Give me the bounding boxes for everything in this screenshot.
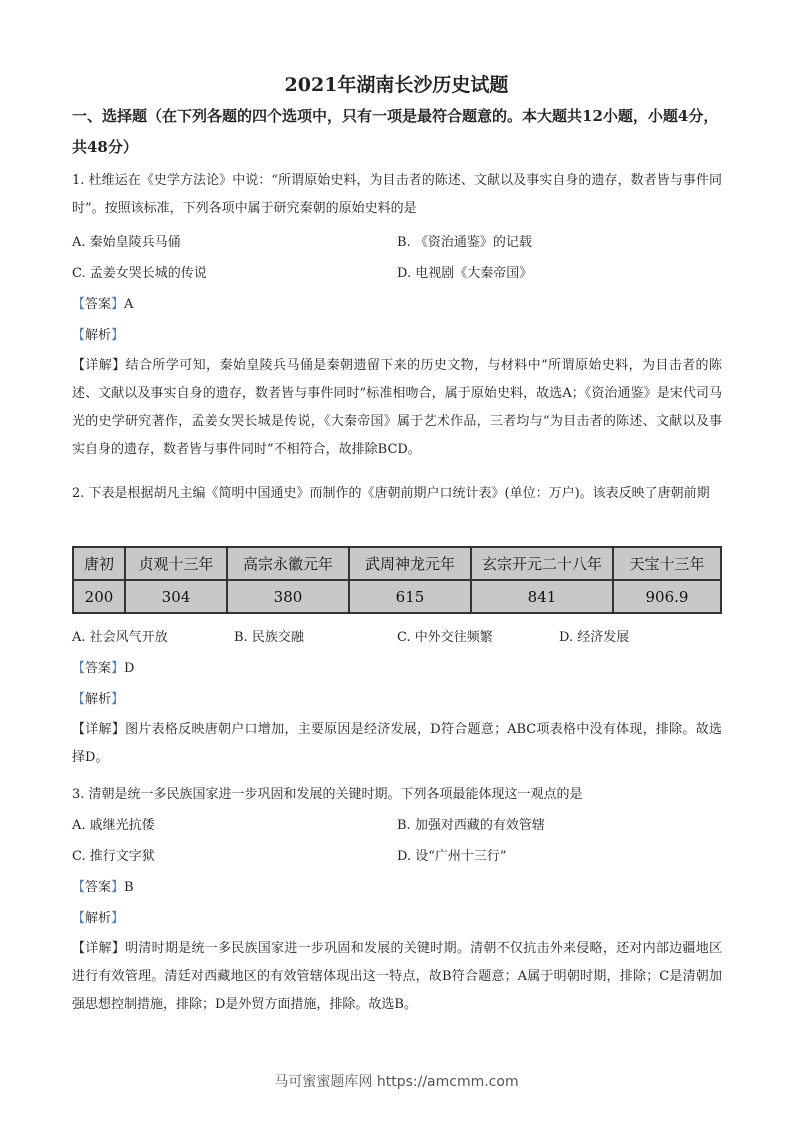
site-footer: 马可蜜蜜题库网 https://amcmm.com bbox=[274, 1074, 519, 1090]
q2-analysis-tag: 【解析】 bbox=[72, 692, 125, 707]
q1-option-a: A. 秦始皇陵兵马俑 bbox=[72, 235, 181, 250]
q3-answer-value: B bbox=[124, 880, 134, 895]
q2-option-b: B. 民族交融 bbox=[234, 630, 304, 645]
q3-option-a: A. 戚继光抗倭 bbox=[72, 818, 155, 833]
q3-answer: 【答案】B bbox=[72, 880, 134, 895]
q2-option-d: D. 经济发展 bbox=[559, 630, 630, 645]
table-cell: 380 bbox=[227, 580, 349, 613]
q1-answer-value: A bbox=[124, 297, 134, 312]
table-cell: 唐初 bbox=[73, 547, 125, 580]
table-cell: 615 bbox=[349, 580, 471, 613]
section-heading: 一、选择题（在下列各题的四个选项中，只有一项是最符合题意的。本大题共12小题，小题4分，共48分） bbox=[72, 107, 719, 156]
q1-detail-text: 结合所学可知，秦始皇陵兵马俑是秦朝遗留下来的历史文物，与材料中“所谓原始史料，为目击者的陈述、文献以及事实自身的遗存，数者皆与事件同时”标准相吻合，属于原始史料，故选A；《资治通鉴》是宋代司马光的史学研究著作，孟姜女哭长城是传说，《大秦帝国》属于艺术作品，三者均与“为目击者的陈述、文献以及事实自身的遗存，数者皆与事件同时”不相符合，故排除BCD。 bbox=[72, 358, 722, 457]
q1-option-c: C. 孟姜女哭长城的传说 bbox=[72, 266, 207, 281]
q3-stem: 3. 清朝是统一多民族国家进一步巩固和发展的关键时期。下列各项最能体现这一观点的是 bbox=[72, 787, 583, 802]
q1-analysis-tag: 【解析】 bbox=[72, 328, 125, 343]
q2-stem: 2. 下表是根据胡凡主编《简明中国通史》而制作的《唐朝前期户口统计表》(单位：万户)。该表反映了唐朝前期 bbox=[72, 486, 710, 501]
table-cell: 906.9 bbox=[613, 580, 721, 613]
table-cell: 玄宗开元二十八年 bbox=[471, 547, 613, 580]
q3-option-d: D. 设“广州十三行” bbox=[397, 849, 507, 864]
household-table bbox=[72, 546, 722, 614]
q2-detail: 【详解】图片表格反映唐朝户口增加，主要原因是经济发展，D符合题意；ABC项表格中没有体现，排除。故选择D。 bbox=[72, 722, 722, 765]
q1-option-d: D. 电视剧《大秦帝国》 bbox=[397, 266, 533, 281]
table-value-row bbox=[73, 580, 721, 613]
table-cell: 841 bbox=[471, 580, 613, 613]
table-cell: 天宝十三年 bbox=[613, 547, 721, 580]
q3-detail: 【详解】明清时期是统一多民族国家进一步巩固和发展的关键时期。清朝不仅抗击外来侵略，还对内部边疆地区进行有效管理。清廷对西藏地区的有效管辖体现出这一特点，故B符合题意；A属于明朝时期，排除；C是清朝加强思想控制措施，排除；D是外贸方面措施，排除。故选B。 bbox=[72, 941, 722, 1012]
q1-option-b: B. 《资治通鉴》的记载 bbox=[397, 235, 532, 250]
q1-stem: 1. 杜维运在《史学方法论》中说：“所谓原始史料，为目击者的陈述、文献以及事实自身的遗存，数者皆与事件同时”。按照该标准，下列各项中属于研究秦朝的原始史料的是 bbox=[72, 173, 722, 216]
table-cell: 武周神龙元年 bbox=[349, 547, 471, 580]
table-header-row bbox=[73, 547, 721, 580]
q3-detail-text: 明清时期是统一多民族国家进一步巩固和发展的关键时期。清朝不仅抗击外来侵略，还对内部边疆地区进行有效管理。清廷对西藏地区的有效管辖体现出这一特点，故B符合题意；A属于明朝时期，排除；C是清朝加强思想控制措施，排除；D是外贸方面措施，排除。故选B。 bbox=[72, 941, 722, 1012]
q2-answer-value: D bbox=[124, 661, 135, 676]
q1-answer: 【答案】A bbox=[72, 297, 134, 312]
page-title: 2021年湖南长沙历史试题 bbox=[284, 74, 509, 96]
q3-option-c: C. 推行文字狱 bbox=[72, 849, 155, 864]
q2-detail-text: 图片表格反映唐朝户口增加，主要原因是经济发展，D符合题意；ABC项表格中没有体现，排除。故选择D。 bbox=[72, 722, 722, 765]
q3-option-b: B. 加强对西藏的有效管辖 bbox=[397, 818, 545, 833]
table-cell: 304 bbox=[125, 580, 227, 613]
table-cell: 贞观十三年 bbox=[125, 547, 227, 580]
q3-analysis-tag: 【解析】 bbox=[72, 911, 125, 926]
q2-answer: 【答案】D bbox=[72, 661, 135, 676]
table-cell: 高宗永徽元年 bbox=[227, 547, 349, 580]
table-cell: 200 bbox=[73, 580, 125, 613]
q2-option-a: A. 社会风气开放 bbox=[72, 630, 168, 645]
q2-option-c: C. 中外交往频繁 bbox=[397, 630, 493, 645]
q1-detail: 【详解】结合所学可知，秦始皇陵兵马俑是秦朝遗留下来的历史文物，与材料中“所谓原始史料，为目击者的陈述、文献以及事实自身的遗存，数者皆与事件同时”标准相吻合，属于原始史料，故选A；《资治通鉴》是宋代司马光的史学研究著作，孟姜女哭长城是传说，《大秦帝国》属于艺术作品，三者均与“为目击者的陈述、文献以及事实自身的遗存，数者皆与事件同时”不相符合，故排除BCD。 bbox=[72, 358, 722, 457]
